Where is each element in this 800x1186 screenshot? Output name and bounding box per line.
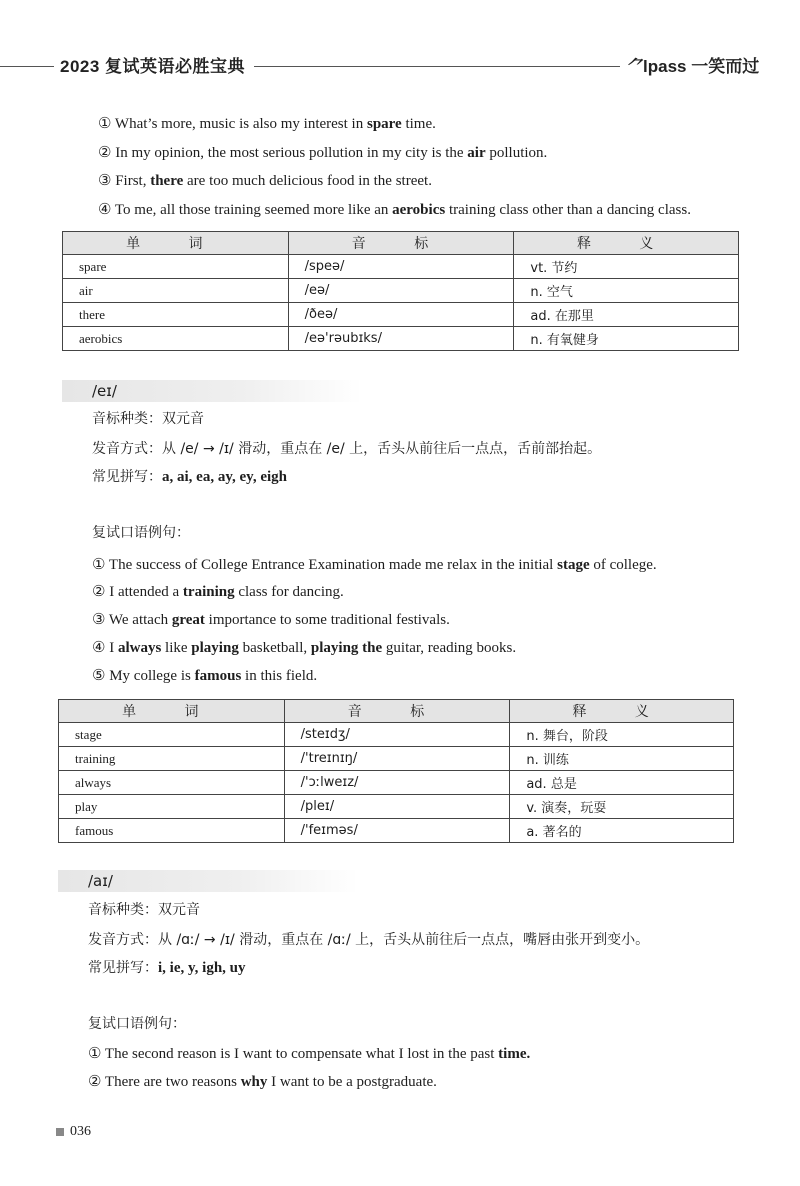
word-cell: training bbox=[59, 747, 285, 771]
phonetic-cell: /'feɪməs/ bbox=[284, 819, 510, 843]
column-header-meaning: 释 义 bbox=[514, 232, 739, 255]
table-row bbox=[63, 279, 739, 303]
page-number-text: 036 bbox=[70, 1124, 91, 1139]
word-cell: famous bbox=[59, 819, 285, 843]
table-header-row bbox=[63, 232, 739, 255]
table-row bbox=[63, 255, 739, 279]
header-rule-middle bbox=[254, 66, 620, 67]
page-number bbox=[56, 1124, 91, 1140]
brand-logo-icon: ⺈ bbox=[626, 58, 643, 75]
meaning-cell: a. 著名的 bbox=[510, 819, 734, 843]
phoneme-method: 发音方式：从 /e/ → /ɪ/ 滑动，重点在 /e/ 上，舌头从前往后一点点，舌前部抬起。 bbox=[92, 441, 602, 457]
example-sentence: ① What’s more, music is also my interest in spare time. bbox=[98, 116, 436, 132]
vocab-table bbox=[62, 231, 739, 351]
example-sentence: ③ We attach great importance to some traditional festivals. bbox=[92, 612, 450, 628]
word-cell: always bbox=[59, 771, 285, 795]
example-sentence: ② In my opinion, the most serious pollution in my city is the air pollution. bbox=[98, 145, 548, 161]
phoneme-spelling: 常见拼写：a, ai, ea, ay, ey, eigh bbox=[92, 469, 287, 485]
vocab-table bbox=[58, 699, 734, 843]
example-sentence: ① The second reason is I want to compensate what I lost in the past time. bbox=[88, 1046, 531, 1062]
phonetic-cell: /eə/ bbox=[288, 279, 514, 303]
column-header-word: 单 词 bbox=[59, 700, 285, 723]
table-row bbox=[59, 771, 734, 795]
word-cell: play bbox=[59, 795, 285, 819]
example-sentence: ② I attended a training class for dancing. bbox=[92, 584, 344, 600]
column-header-meaning: 释 义 bbox=[510, 700, 734, 723]
meaning-cell: n. 训练 bbox=[510, 747, 734, 771]
phonetic-cell: /steɪdʒ/ bbox=[284, 723, 510, 747]
column-header-phonetic: 音 标 bbox=[288, 232, 514, 255]
meaning-cell: n. 有氧健身 bbox=[514, 327, 739, 351]
table-header-row bbox=[59, 700, 734, 723]
phoneme-type: 音标种类：双元音 bbox=[88, 902, 200, 918]
word-cell: stage bbox=[59, 723, 285, 747]
meaning-cell: vt. 节约 bbox=[514, 255, 739, 279]
table-row bbox=[63, 303, 739, 327]
word-cell: air bbox=[63, 279, 289, 303]
page-marker-icon bbox=[56, 1128, 64, 1136]
header-rule-left bbox=[0, 66, 54, 67]
table-row bbox=[59, 747, 734, 771]
phoneme-method: 发音方式：从 /ɑː/ → /ɪ/ 滑动，重点在 /ɑː/ 上，舌头从前往后一点点，嘴唇由张开到变小。 bbox=[88, 932, 650, 948]
word-cell: spare bbox=[63, 255, 289, 279]
meaning-cell: v. 演奏，玩耍 bbox=[510, 795, 734, 819]
table-row bbox=[59, 723, 734, 747]
phonetic-cell: /ðeə/ bbox=[288, 303, 514, 327]
meaning-cell: ad. 在那里 bbox=[514, 303, 739, 327]
phoneme-type: 音标种类：双元音 bbox=[92, 411, 204, 427]
word-cell: aerobics bbox=[63, 327, 289, 351]
examples-title: 复试口语例句： bbox=[92, 525, 190, 541]
example-sentence: ⑤ My college is famous in this field. bbox=[92, 668, 318, 684]
example-sentence: ③ First, there are too much delicious food in the street. bbox=[98, 173, 432, 189]
phonetic-cell: /'treɪnɪŋ/ bbox=[284, 747, 510, 771]
example-sentence: ④ I always like playing basketball, playing the guitar, reading books. bbox=[92, 640, 517, 656]
column-header-phonetic: 音 标 bbox=[284, 700, 510, 723]
example-sentence: ① The success of College Entrance Examination made me relax in the initial stage of college. bbox=[92, 557, 657, 573]
table-row bbox=[63, 327, 739, 351]
phonetic-cell: /eə'rəubɪks/ bbox=[288, 327, 514, 351]
meaning-cell: n. 舞台，阶段 bbox=[510, 723, 734, 747]
meaning-cell: n. 空气 bbox=[514, 279, 739, 303]
brand-text: lpass 一笑而过 bbox=[643, 57, 760, 76]
phoneme-heading: /eɪ/ bbox=[92, 382, 117, 400]
book-title: 2023 复试英语必胜宝典 bbox=[60, 57, 246, 76]
phonetic-cell: /'ɔːlweɪz/ bbox=[284, 771, 510, 795]
example-sentence: ② There are two reasons why I want to be a postgraduate. bbox=[88, 1074, 437, 1090]
examples-title: 复试口语例句： bbox=[88, 1016, 186, 1032]
page-header bbox=[0, 54, 800, 80]
table-row bbox=[59, 819, 734, 843]
phonetic-cell: /pleɪ/ bbox=[284, 795, 510, 819]
example-sentence: ④ To me, all those training seemed more like an aerobics training class other than a dancing class. bbox=[98, 202, 691, 218]
phonetic-cell: /speə/ bbox=[288, 255, 514, 279]
brand-logo bbox=[626, 54, 759, 80]
phoneme-spelling: 常见拼写：i, ie, y, igh, uy bbox=[88, 960, 246, 976]
column-header-word: 单 词 bbox=[63, 232, 289, 255]
phoneme-heading: /aɪ/ bbox=[88, 872, 113, 890]
word-cell: there bbox=[63, 303, 289, 327]
meaning-cell: ad. 总是 bbox=[510, 771, 734, 795]
table-row bbox=[59, 795, 734, 819]
